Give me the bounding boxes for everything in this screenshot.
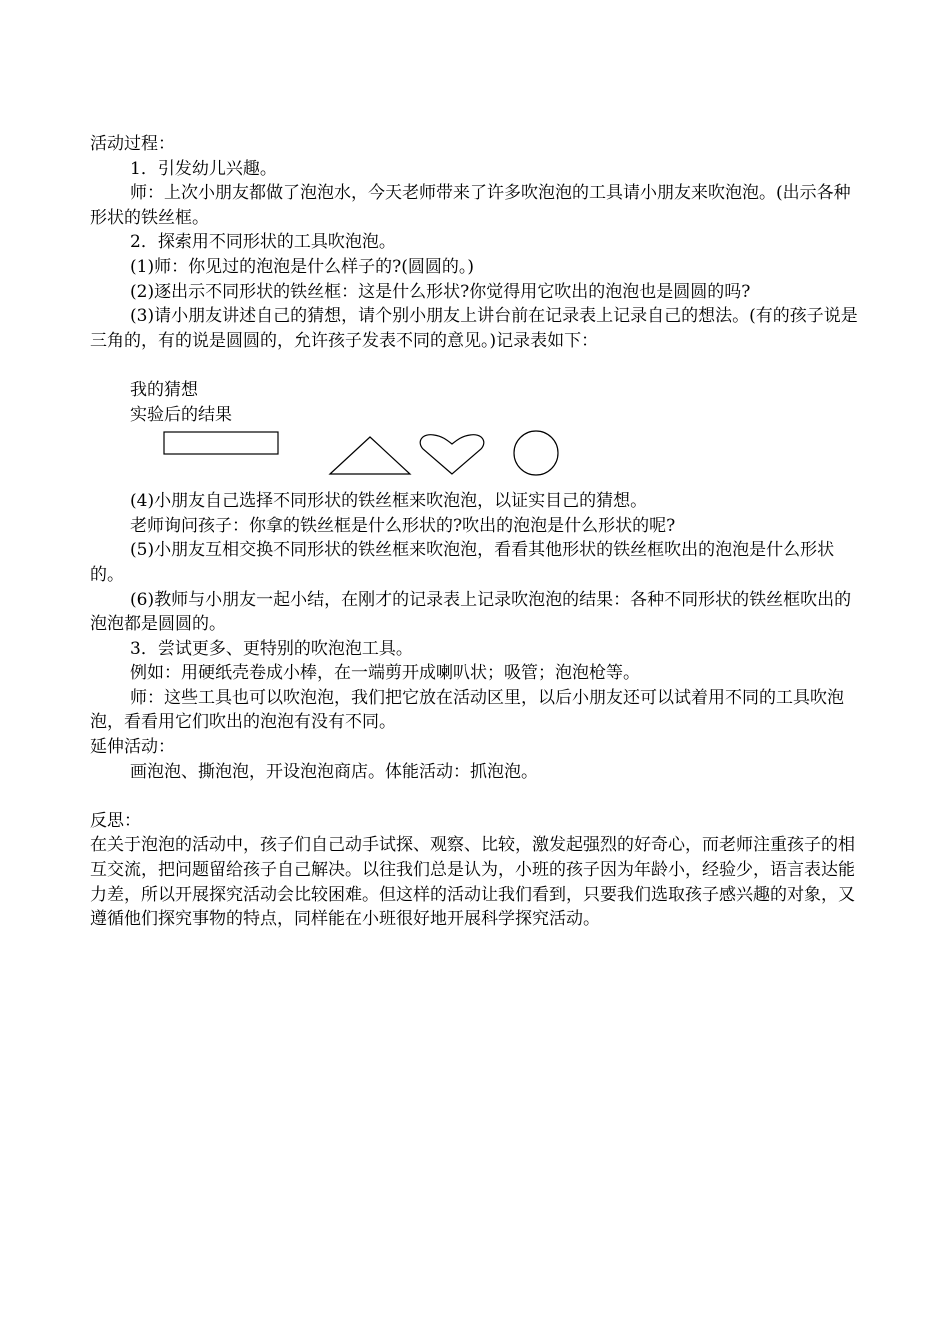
step-2-item-2: (2)逐出示不同形状的铁丝框：这是什么形状?你觉得用它吹出的泡泡也是圆圆的吗?	[130, 281, 751, 302]
rectangle-shape	[164, 432, 278, 454]
heart-shape	[420, 435, 484, 474]
step-2-item-6: (6)教师与小朋友一起小结，在刚才的记录表上记录吹泡泡的结果：各种不同形状的铁丝框吹出的泡泡都是圆圆的。	[90, 589, 852, 635]
reflection-body: 在关于泡泡的活动中，孩子们自己动手试探、观察、比较，激发起强烈的好奇心，而老师注重孩子的相互交流，把问题留给孩子自己解决。以往我们总是认为，小班的孩子因为年龄小，经验少，语言表达能力差，所以开展探究活动会比较困难。但这样的活动让我们看到，只要我们选取孩子感兴趣的对象，又遵循他们探究事物的特点，同样能在小班很好地开展科学探究活动。	[90, 835, 855, 930]
step-3-title: 3．尝试更多、更特别的吹泡泡工具。	[130, 638, 413, 659]
heading-reflection: 反思：	[90, 810, 141, 831]
step-1-body: 师：上次小朋友都做了泡泡水，今天老师带来了许多吹泡泡的工具请小朋友来吹泡泡。(出示各种形状的铁丝框。	[90, 183, 851, 228]
spacer	[90, 784, 862, 809]
step-2-item-3: (3)请小朋友讲述自己的猜想，请个别小朋友上讲台前在记录表上记录自己的想法。(有的孩子说是三角的，有的说是圆圆的，允许孩子发表不同的意见。)记录表如下：	[90, 306, 858, 351]
step-2-item-5: (5)小朋友互相交换不同形状的铁丝框来吹泡泡，看看其他形状的铁丝框吹出的泡泡是什么形状的。	[90, 540, 835, 585]
shape-drawings	[90, 427, 862, 489]
shape-figure	[90, 427, 862, 489]
heading-activity-process: 活动过程：	[90, 134, 175, 154]
step-2-item-1: (1)师：你见过的泡泡是什么样子的?(圆圆的。)	[130, 256, 474, 277]
spacer	[90, 353, 862, 378]
extension-body: 画泡泡、撕泡泡，开设泡泡商店。体能活动：抓泡泡。	[130, 761, 538, 782]
step-3-example: 例如：用硬纸壳卷成小棒，在一端剪开成喇叭状；吸管；泡泡枪等。	[130, 663, 640, 684]
step-2-title: 2．探索用不同形状的工具吹泡泡。	[130, 232, 396, 253]
step-2-item-4b: 老师询问孩子：你拿的铁丝框是什么形状的?吹出的泡泡是什么形状的呢?	[130, 515, 676, 536]
heading-extension: 延伸活动：	[90, 737, 175, 758]
step-3-teacher: 师：这些工具也可以吹泡泡，我们把它放在活动区里，以后小朋友还可以试着用不同的工具吹泡泡，看看用它们吹出的泡泡有没有不同。	[90, 687, 844, 733]
step-2-item-4: (4)小朋友自己选择不同形状的铁丝框来吹泡泡，以证实目己的猜想。	[130, 491, 648, 512]
circle-shape	[514, 431, 558, 475]
record-table-label-result: 实验后的结果	[130, 404, 232, 425]
document-page	[90, 132, 862, 932]
step-1-title: 1．引发幼儿兴趣。	[130, 158, 277, 179]
record-table-label-guess: 我的猜想	[130, 379, 198, 400]
triangle-shape	[330, 437, 410, 474]
